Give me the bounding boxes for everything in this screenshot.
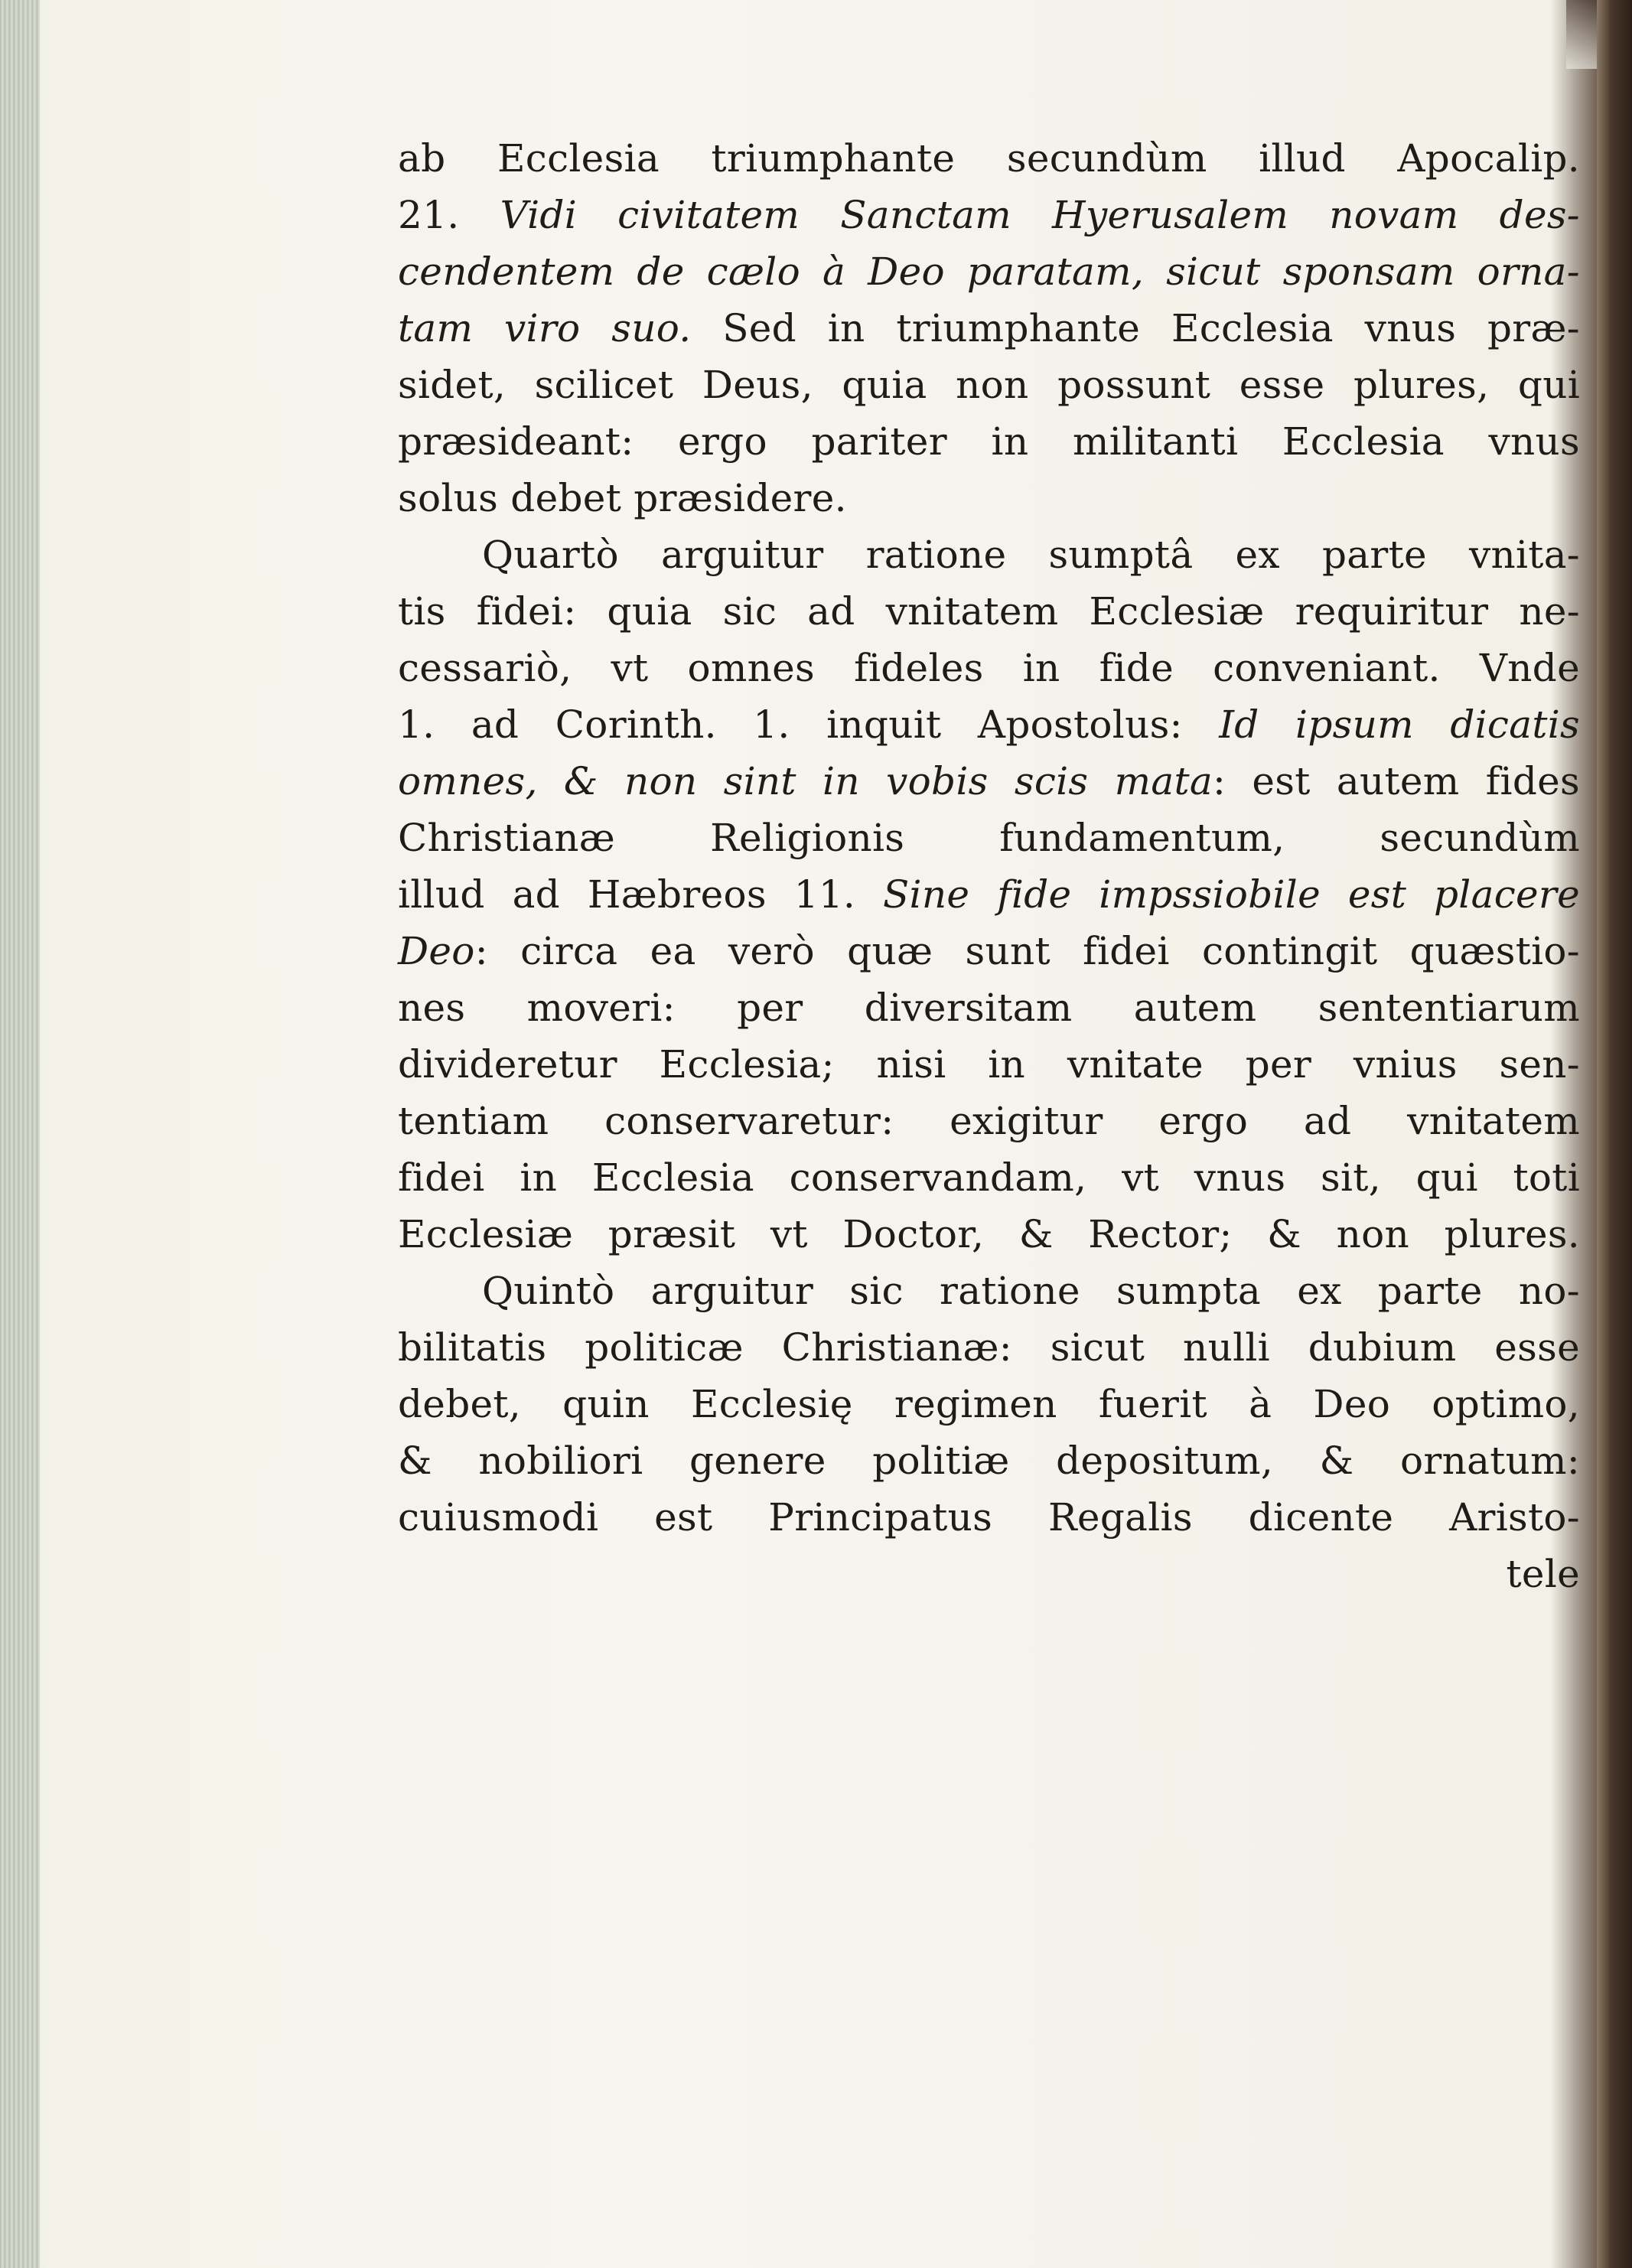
text-line: præsideant: ergo pariter in militanti Ecclesia vnus xyxy=(398,419,1580,464)
italic-quotation: Sine fide impssiobile est placere xyxy=(883,872,1580,917)
text-line: sidet, scilicet Deus, quia non possunt esse plures, qui xyxy=(398,363,1580,407)
text-line: bilitatis politicæ Christianæ: sicut nulli dubium esse xyxy=(398,1325,1580,1370)
text-line xyxy=(398,753,1580,810)
text-segment: 1. ad Corinth. 1. inquit Apostolus: xyxy=(398,702,1220,747)
text-line: Christianæ Religionis fundamentum, secundùm xyxy=(398,816,1580,860)
text-segment: illud ad Hæbreos 11. xyxy=(398,872,883,917)
paragraph-start-line: Quartò arguitur ratione sumptâ ex parte vnita- xyxy=(482,533,1580,577)
text-line: Ecclesiæ præsit vt Doctor, & Rector; & non plures. xyxy=(398,1212,1580,1256)
text-line: divideretur Ecclesia; nisi in vnitate per vnius sen- xyxy=(398,1042,1580,1087)
page-edges xyxy=(0,0,40,2268)
italic-quotation: tam viro suo. xyxy=(398,306,692,350)
catchword: tele xyxy=(1506,1552,1580,1596)
text-segment: Sed in triumphante Ecclesia vnus præ- xyxy=(691,306,1580,350)
text-segment: 21. xyxy=(398,193,500,237)
paragraph-start-line: Quintò arguitur sic ratione sumpta ex parte no- xyxy=(482,1269,1580,1313)
text-line: cessariò, vt omnes fideles in fide conveniant. Vnde xyxy=(398,646,1580,690)
italic-quotation: omnes, & non sint in vobis scis mata xyxy=(398,759,1213,803)
text-line: solus debet præsidere. xyxy=(398,476,847,520)
text-segment: : est autem fides xyxy=(1212,759,1580,803)
text-line xyxy=(398,696,1580,753)
text-line: & nobiliori genere politiæ depositum, & ornatum: xyxy=(398,1439,1580,1483)
text-line: tis fidei: quia sic ad vnitatem Ecclesiæ requiritur ne- xyxy=(398,589,1580,634)
text-line xyxy=(398,187,1580,243)
book-binding xyxy=(1597,0,1632,2268)
text-line: nes moveri: per diversitam autem sententiarum xyxy=(398,986,1580,1030)
text-line: cuiusmodi est Principatus Regalis dicente Aristo- xyxy=(398,1495,1580,1540)
body-text xyxy=(398,130,1580,1602)
text-line xyxy=(398,923,1580,979)
text-line xyxy=(398,866,1580,923)
italic-quotation: Vidi civitatem Sanctam Hyerusalem novam des- xyxy=(500,193,1580,237)
text-line xyxy=(398,300,1580,357)
text-line: ab Ecclesia triumphante secundùm illud Apocalip. xyxy=(398,136,1580,181)
italic-quotation: Deo xyxy=(398,929,475,973)
italic-quotation: Id ipsum dicatis xyxy=(1219,702,1580,747)
page-corner-shadow xyxy=(1566,0,1597,69)
text-line: cendentem de cælo à Deo paratam, sicut sponsam orna- xyxy=(398,249,1580,294)
text-line: debet, quin Ecclesię regimen fuerit à Deo optimo, xyxy=(398,1382,1580,1426)
text-segment: : circa ea verò quæ sunt fidei contingit quæstio- xyxy=(474,929,1580,973)
text-line: fidei in Ecclesia conservandam, vt vnus sit, qui toti xyxy=(398,1155,1580,1200)
text-line: tentiam conservaretur: exigitur ergo ad vnitatem xyxy=(398,1099,1580,1143)
